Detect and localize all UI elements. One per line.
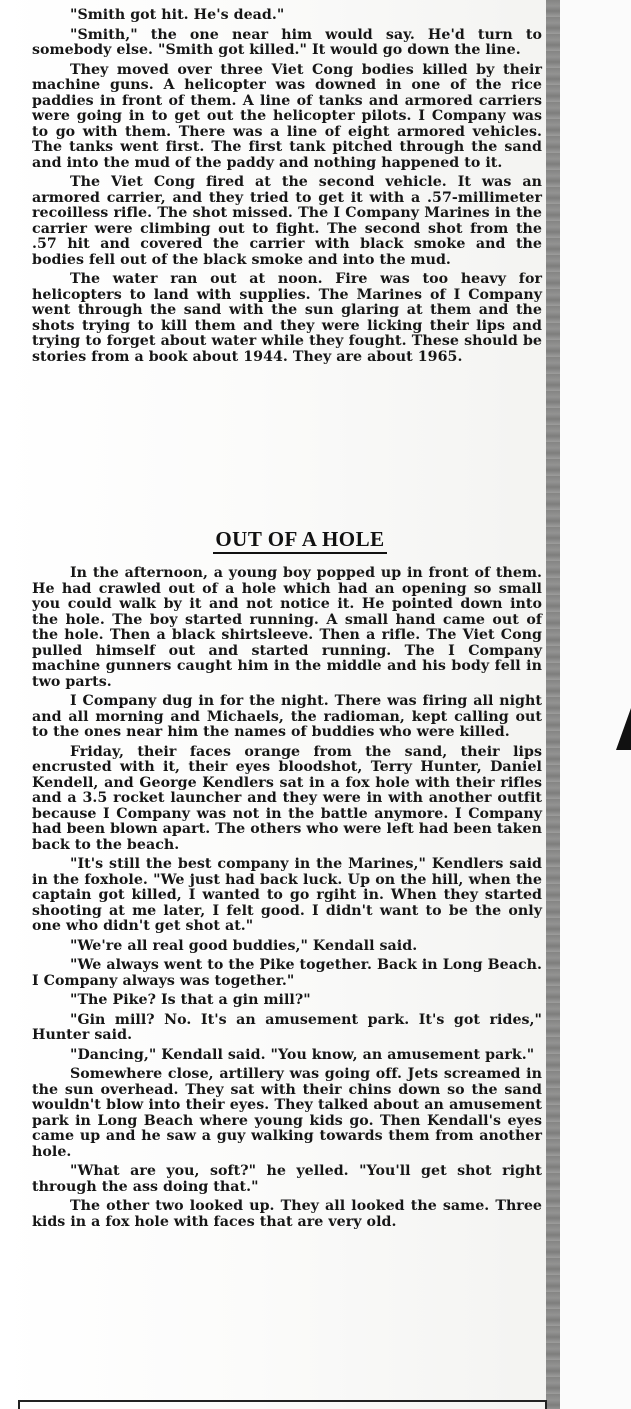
section-headline: [0, 527, 600, 552]
article-paragraph: Friday, their faces orange from the sand, their lips encrusted with it, their eyes bloodshot, Terry Hunter, Daniel Kendell, and George Kendlers sat in a fox hole with their rifles and a 3.5 rocket launcher and they were in with another outfit because I Company was not in the battle anymore. I Company had been blown apart. The others who were left had been taken back to the beach.: [32, 743, 542, 853]
torn-edge: [546, 0, 560, 1409]
article-paragraph: The water ran out at noon. Fire was too heavy for helicopters to land with supplies. The Marines of I Company went through the sand with the sun glaring at them and the shots trying to kill them and they were licking their lips and trying to forget about water while they fought. These should be stories from a book about 1944. They are about 1965.: [32, 271, 542, 365]
headline-text: OUT OF A HOLE: [213, 527, 386, 554]
article-paragraph: I Company dug in for the night. There was firing all night and all morning and Michaels, the radioman, kept calling out to the ones near him the names of buddies who were killed.: [32, 693, 542, 740]
article-paragraph: "What are you, soft?" he yelled. "You'll get shot right through the ass doing that.": [32, 1163, 542, 1195]
article-paragraph: The other two looked up. They all looked the same. Three kids in a fox hole with faces that are very old.: [32, 1198, 542, 1230]
article-paragraph: "Dancing," Kendall said. "You know, an amusement park.": [70, 1046, 535, 1063]
article-bottom-section: [32, 566, 542, 1234]
article-paragraph: "The Pike? Is that a gin mill?": [70, 992, 311, 1008]
corner-mark: [616, 708, 631, 750]
article-paragraph: "We always went to the Pike together. Back in Long Beach. I Company always was together.": [32, 957, 542, 989]
article-paragraph: "Smith," the one near him would say. He'd turn to somebody else. "Smith got killed." It would go down the line.: [32, 26, 542, 58]
article-paragraph: In the afternoon, a young boy popped up in front of them. He had crawled out of a hole which had an opening so small you could walk by it and not notice it. He pointed down into the hole. The boy started running. A small hand came out of the hole. Then a black shirtsleeve. Then a rifle. The Viet Cong pulled himself out and started running. The I Company machine gunners caught him in the middle and his body fell in two parts.: [32, 565, 542, 690]
article-paragraph: The Viet Cong fired at the second vehicle. It was an armored carrier, and they tried to get it with a .57-millimeter recoilless rifle. The shot missed. The I Company Marines in the carrier were climbing out to fight. The second shot from the .57 hit and covered the carrier with black smoke and the bodies fell out of the black smoke and into the mud.: [32, 174, 542, 268]
scan-background: [560, 0, 631, 1409]
next-article-border: [18, 1400, 547, 1409]
article-paragraph: Somewhere close, artillery was going off. Jets screamed in the sun overhead. They sat with their chins down so the sand wouldn't blow into their eyes. They talked about an amusement park in Long Beach where young kids go. Then Kendall's eyes came up and he saw a guy walking towards them from another hole.: [32, 1066, 542, 1160]
article-paragraph: "Gin mill? No. It's an amusement park. It's got rides," Hunter said.: [32, 1011, 542, 1043]
article-paragraph: "It's still the best company in the Marines," Kendlers said in the foxhole. "We just had back luck. Up on the hill, when the captain got killed, I wanted to go rgiht in. When they started shooting at me later, I felt good. I didn't want to be the only one who didn't get shot at.": [32, 856, 542, 934]
article-top-section: [32, 8, 542, 369]
article-paragraph: "Smith got hit. He's dead.": [70, 7, 285, 23]
article-paragraph: They moved over three Viet Cong bodies killed by their machine guns. A helicopter was downed in one of the rice paddies in front of them. A line of tanks and armored carriers were going in to get out the helicopter pilots. I Company was to go with them. There was a line of eight armored vehicles. The tanks went first. The first tank pitched through the sand and into the mud of the paddy and nothing happened to it.: [32, 61, 542, 171]
article-paragraph: "We're all real good buddies," Kendall said.: [70, 937, 418, 954]
